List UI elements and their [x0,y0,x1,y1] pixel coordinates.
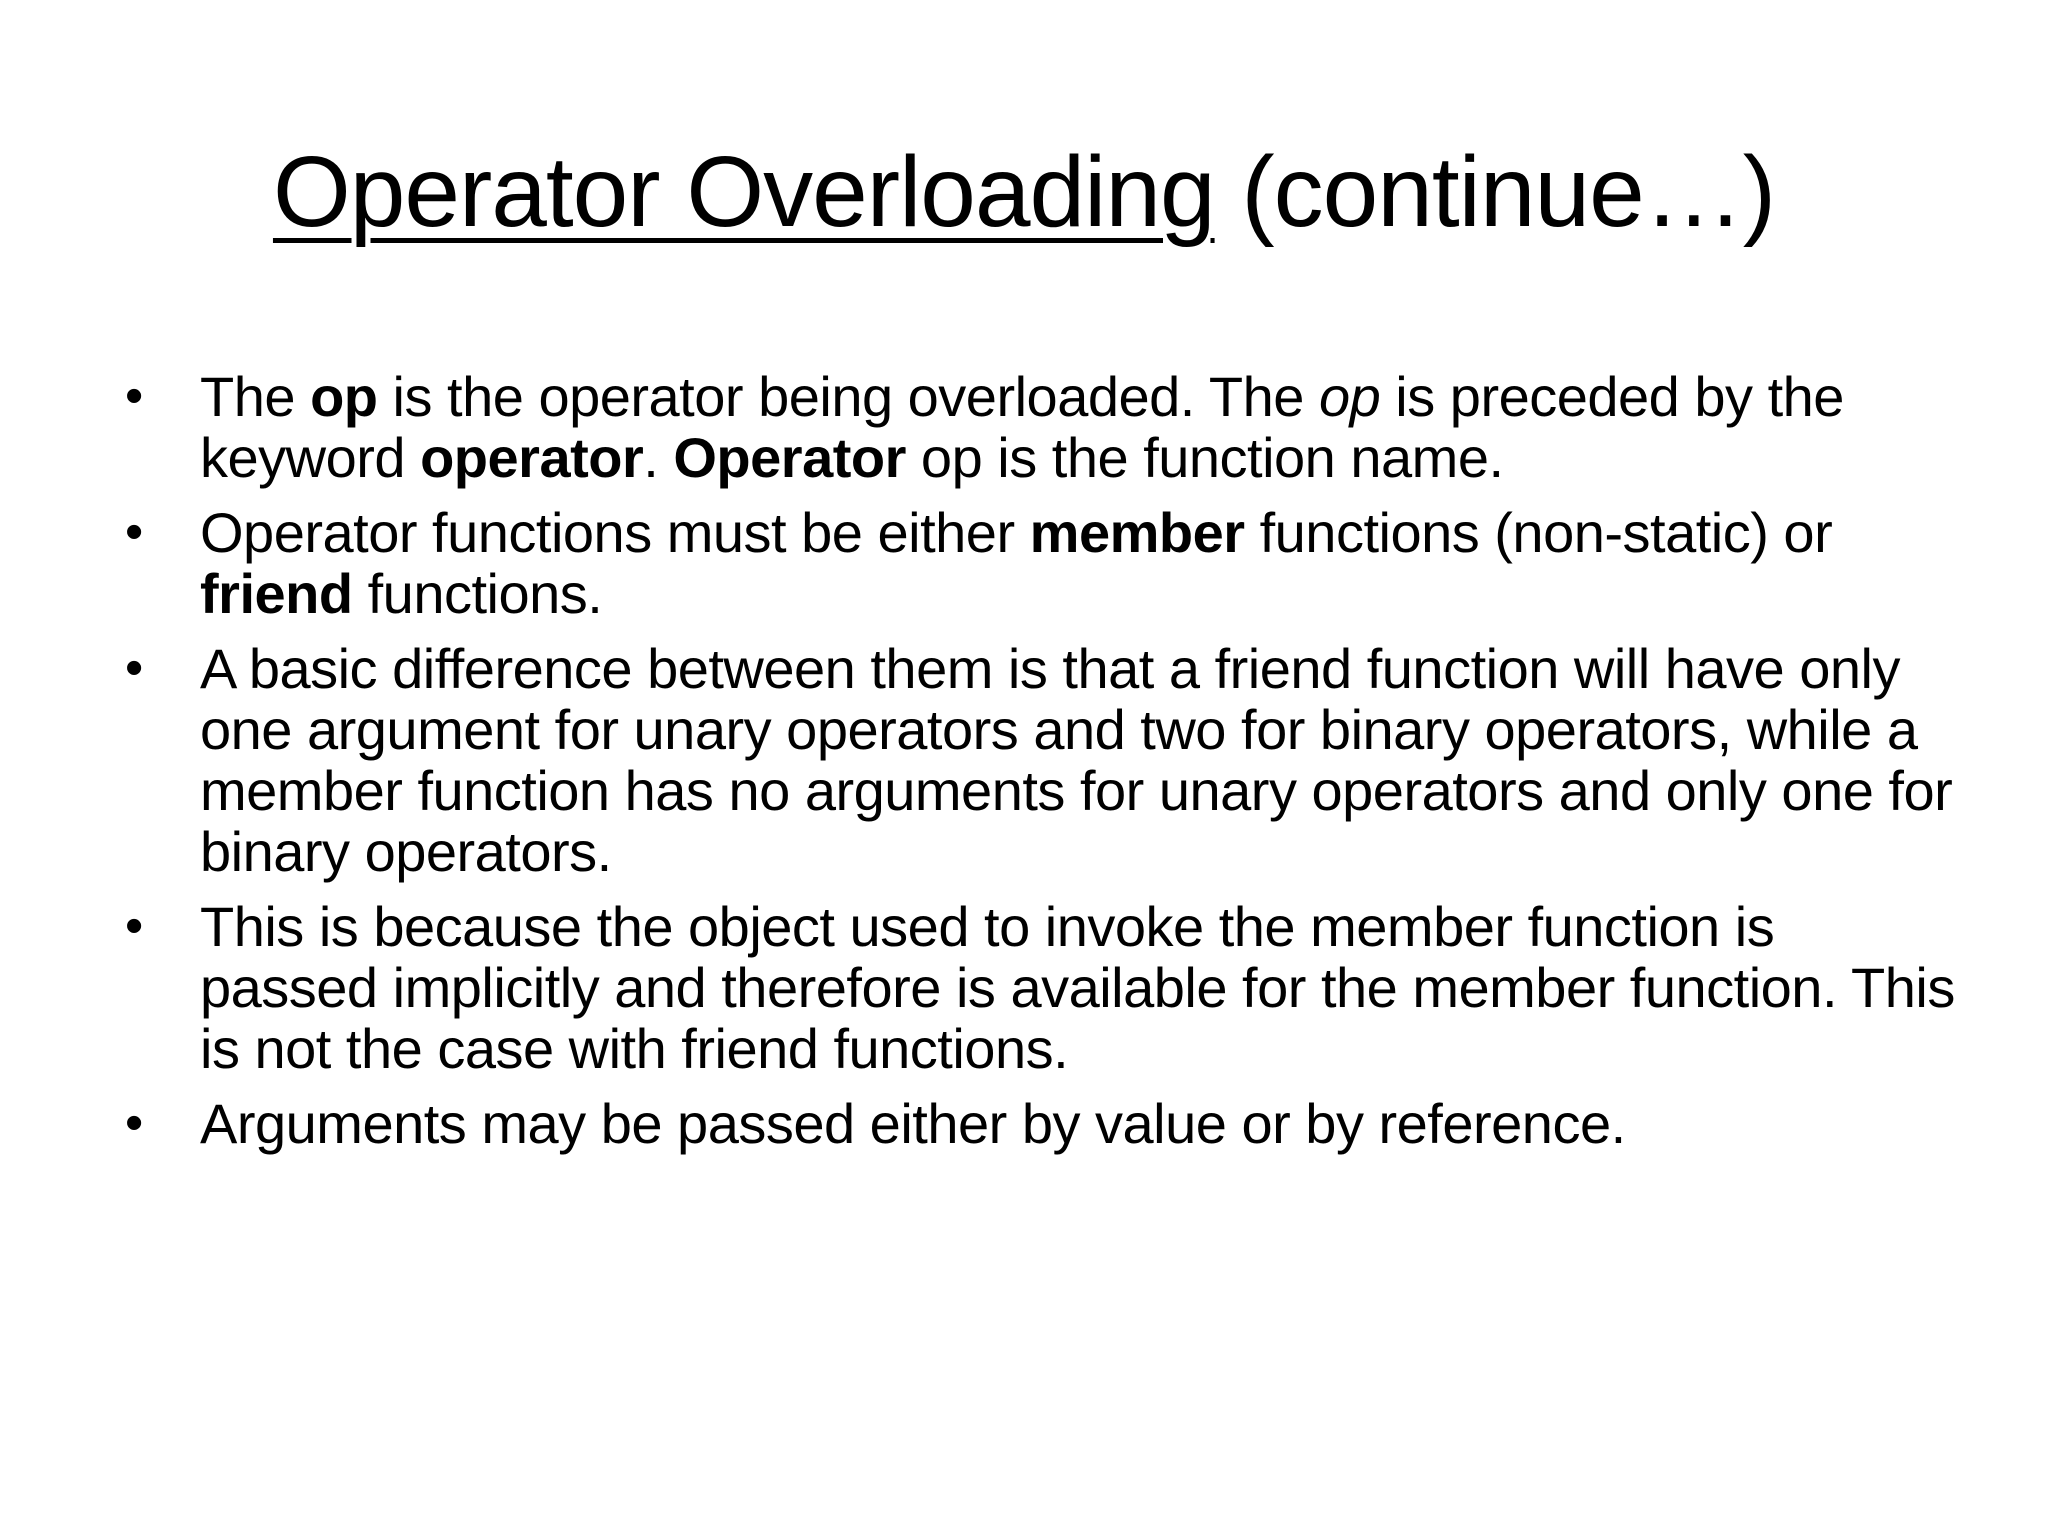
bullet-item [125,501,1960,625]
bullet-item [125,365,1960,489]
title-rest-text: (continue…) [1214,136,1776,248]
bullet-dot-icon: • [125,639,143,697]
bullet-text-run: Operator [673,426,906,489]
bullet-text-run: operator [420,426,644,489]
bullet-dot-icon: • [125,897,143,955]
title-underlined-text: Operator Overloading [272,136,1215,248]
bullet-text-run: op [310,365,378,428]
bullet-dot-icon: • [125,1094,143,1152]
bullet-text-run: This is because the object used to invoke the member function is passed implicitly and therefore is available for the member function. This is not the case with friend functions. [200,895,1955,1080]
bullet-dot-icon: • [125,503,143,561]
bullet-text-run: op [1318,365,1381,428]
bullet-text-run: Arguments may be passed either by value or by reference. [200,1092,1626,1155]
bullet-item [125,637,1960,883]
slide-title [0,132,2048,252]
bullet-dot-icon: • [125,367,143,425]
bullet-text-run: . [643,426,674,489]
bullet-text-run: is preceded by the keyword [200,365,1844,489]
bullet-text-run: functions (non-static) or [1244,501,1833,564]
bullet-list [125,365,1960,1168]
bullet-text-run: A basic difference between them is that a friend function will have only one argument for unary operators and two for binary operators, while a member function has no arguments for unary operators and only one for binary operators. [200,637,1953,883]
bullet-text-run: member [1029,501,1245,564]
bullet-text-run: friend [200,562,353,625]
bullet-text-run: is the operator being overloaded. The [377,365,1319,428]
bullet-item [125,895,1960,1080]
bullet-text-run: Operator functions must be either [200,501,1030,564]
bullet-text-run: The [200,365,311,428]
bullet-item [125,1092,1960,1155]
bullet-text-run: functions. [352,562,603,625]
bullet-text-run: op is the function name. [905,426,1504,489]
